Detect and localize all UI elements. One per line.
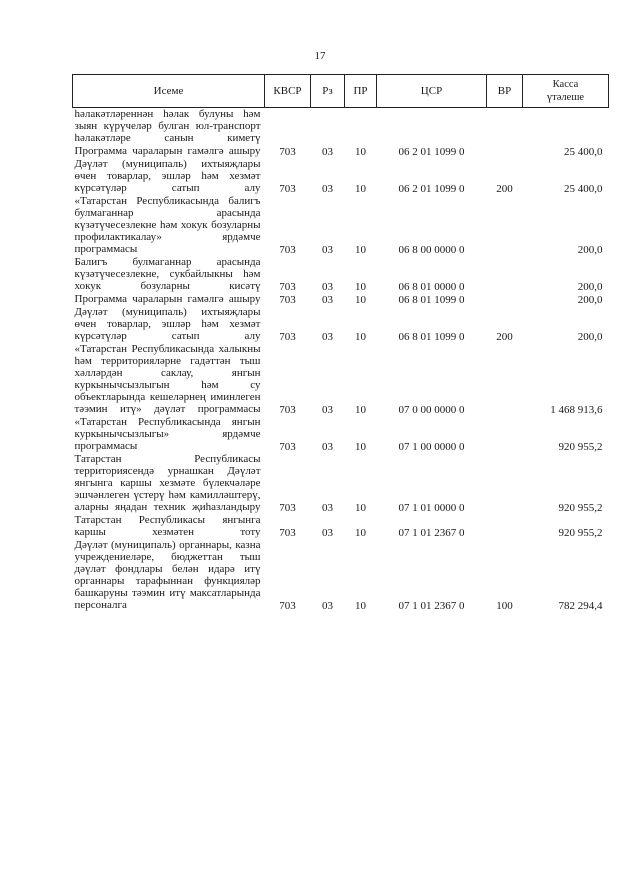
table-row [73, 514, 609, 539]
cell-name: «Татарстан Республикасында халыкны һәм территорияләрне гадәттән тыш хәлләрдән саклау, янгын куркынычсызлыгын һәм су объектларында кешеләрнең иминлеген тәэмин итү» дәүләт программасы [74, 343, 261, 415]
cell-pr [345, 108, 377, 146]
budget-table [72, 74, 609, 612]
column-header-kassa [523, 75, 609, 108]
cell-kvsr [265, 108, 311, 146]
cell-amount: 782 294,4 [558, 600, 603, 612]
cell-kvsr: 703 [279, 183, 296, 195]
cell-rz: 03 [322, 281, 333, 293]
cell-rz [311, 108, 345, 146]
cell-rz: 03 [322, 441, 333, 453]
cell-rz: 03 [322, 244, 333, 256]
cell-kvsr: 703 [279, 527, 296, 539]
cell-csr: 07 0 00 0000 0 [398, 404, 465, 416]
cell-name: «Татарстан Республикасында балигъ булмаганнар арасында күзәтүчесезлекне һәм хокук бозуларны профилактикалау» ярдәмче программасы [74, 195, 261, 255]
cell-pr: 10 [355, 244, 366, 256]
cell-csr: 06 8 01 0000 0 [398, 281, 465, 293]
cell-vr [487, 256, 523, 293]
cell-vr [487, 514, 523, 539]
table-row [73, 453, 609, 514]
cell-pr: 10 [355, 527, 366, 539]
column-header-csr: ЦСР [377, 75, 487, 108]
cell-amount: 920 955,2 [558, 441, 603, 453]
cell-kvsr: 703 [279, 244, 296, 256]
cell-vr: 200 [496, 331, 513, 343]
cell-amount [523, 108, 609, 146]
table-row [73, 256, 609, 293]
cell-rz: 03 [322, 600, 333, 612]
cell-pr: 10 [355, 331, 366, 343]
table-row [73, 306, 609, 343]
cell-kvsr: 703 [279, 146, 296, 158]
cell-kvsr: 703 [279, 404, 296, 416]
column-header-kvsr: КВСР [265, 75, 311, 108]
cell-amount: 200,0 [577, 244, 603, 256]
cell-kvsr: 703 [279, 294, 296, 306]
column-header-vr: ВР [487, 75, 523, 108]
cell-csr: 07 1 01 2367 0 [398, 600, 465, 612]
cell-rz: 03 [322, 404, 333, 416]
cell-kvsr: 703 [279, 331, 296, 343]
cell-vr [487, 416, 523, 453]
column-header-kassa-line1: Касса [552, 79, 579, 90]
cell-vr [487, 343, 523, 416]
table-row [73, 343, 609, 416]
cell-kvsr: 703 [279, 281, 296, 293]
cell-amount: 920 955,2 [558, 502, 603, 514]
cell-vr [487, 293, 523, 306]
cell-csr: 06 8 00 0000 0 [398, 244, 465, 256]
cell-rz: 03 [322, 527, 333, 539]
table-row [73, 158, 609, 195]
cell-pr: 10 [355, 404, 366, 416]
cell-rz: 03 [322, 331, 333, 343]
table-row [73, 108, 609, 146]
cell-kvsr: 703 [279, 600, 296, 612]
column-header-rz: Рз [311, 75, 345, 108]
column-header-pr: ПР [345, 75, 377, 108]
cell-amount: 25 400,0 [564, 183, 603, 195]
cell-amount: 920 955,2 [558, 527, 603, 539]
cell-rz: 03 [322, 502, 333, 514]
cell-csr: 07 1 01 2367 0 [398, 527, 465, 539]
cell-csr: 07 1 01 0000 0 [398, 502, 465, 514]
cell-csr: 07 1 00 0000 0 [398, 441, 465, 453]
cell-kvsr: 703 [279, 502, 296, 514]
cell-name: һәлакәтләреннән һәлак булуны һәм зыян күрүчеләр булган юл-транспорт һәлакәтләре санын киметү [74, 108, 261, 144]
cell-pr: 10 [355, 294, 366, 306]
cell-vr: 100 [496, 600, 513, 612]
cell-name: Дәүләт (муниципаль) органнары, казна учреждениеләре, бюджеттан тыш дәүләт фондлары белән идарә итү органнары тарафыннан функцияләр башкаруны тәэмин итү максатларында персоналга [74, 539, 261, 611]
cell-amount: 200,0 [577, 294, 603, 306]
cell-amount: 200,0 [577, 331, 603, 343]
cell-csr [377, 108, 487, 146]
column-header-kassa-line2: үтәлеше [546, 92, 585, 103]
cell-name: Дәүләт (муниципаль) ихтыяҗлары өчен товарлар, эшләр һәм хезмәт күрсәтүләр сатып алу [74, 306, 261, 342]
table-row [73, 145, 609, 158]
cell-csr: 06 2 01 1099 0 [398, 183, 465, 195]
table-row [73, 293, 609, 306]
table-row [73, 539, 609, 612]
cell-csr: 06 8 01 1099 0 [398, 294, 465, 306]
cell-name: Балигъ булмаганнар арасында күзәтүчесезлекне, сукбайлыкны һәм хокук бозуларны кисәтү [74, 256, 261, 292]
cell-name: Татарстан Республикасы янгынга каршы хезмәтен тоту [74, 514, 261, 538]
cell-amount: 1 468 913,6 [550, 404, 603, 416]
cell-pr: 10 [355, 502, 366, 514]
cell-rz: 03 [322, 146, 333, 158]
cell-amount: 25 400,0 [564, 146, 603, 158]
table-header-row [73, 75, 609, 108]
cell-name: Татарстан Республикасы территориясендә урнашкан Дәүләт янгынга каршы хезмәте бүлекчәләре эшчәнлеген үстерү һәм камилләштерү, аларны яңадан техник җиһазландыру [74, 453, 261, 513]
cell-pr: 10 [355, 183, 366, 195]
cell-amount: 200,0 [577, 281, 603, 293]
cell-kvsr: 703 [279, 441, 296, 453]
table-row [73, 416, 609, 453]
column-header-name: Исеме [73, 75, 265, 108]
cell-rz: 03 [322, 294, 333, 306]
table-row [73, 195, 609, 256]
cell-name: Программа чараларын гамәлгә ашыру [74, 145, 261, 157]
cell-vr: 200 [496, 183, 513, 195]
cell-pr: 10 [355, 146, 366, 158]
cell-name: Программа чараларын гамәлгә ашыру [74, 293, 261, 305]
page-number: 17 [314, 50, 326, 62]
cell-pr: 10 [355, 600, 366, 612]
cell-vr [487, 453, 523, 514]
cell-name: «Татарстан Республикасында янгын куркынычсызлыгы» ярдәмче программасы [74, 416, 261, 452]
cell-vr [487, 145, 523, 158]
cell-vr [487, 108, 523, 146]
cell-csr: 06 8 01 1099 0 [398, 331, 465, 343]
cell-pr: 10 [355, 281, 366, 293]
cell-name: Дәүләт (муниципаль) ихтыяҗлары өчен товарлар, эшләр һәм хезмәт күрсәтүләр сатып алу [74, 158, 261, 194]
cell-rz: 03 [322, 183, 333, 195]
table-body [73, 108, 609, 613]
cell-pr: 10 [355, 441, 366, 453]
cell-csr: 06 2 01 1099 0 [398, 146, 465, 158]
cell-vr [487, 195, 523, 256]
